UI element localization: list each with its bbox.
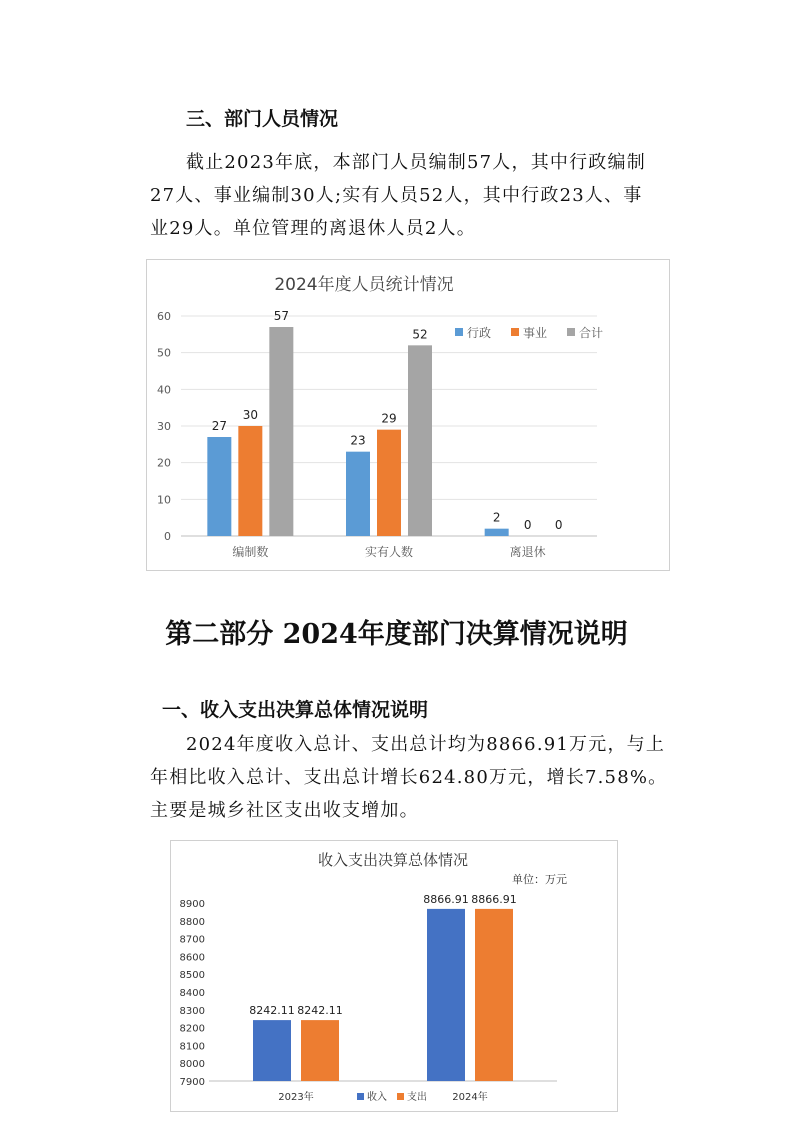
- income-paragraph-line-1: 2024年度收入总计、支出总计均为8866.91万元，与上: [186, 734, 666, 755]
- data-label: 27: [211, 419, 227, 433]
- x-tick-label: 离退休: [509, 545, 546, 559]
- bar-事业: [377, 430, 401, 536]
- staff-paragraph-line-1: 截止2023年底，本部门人员编制57人，其中行政编制: [186, 152, 646, 173]
- bar-支出: [475, 909, 513, 1081]
- bar-行政: [485, 529, 509, 536]
- income-expense-paragraph: [150, 728, 680, 827]
- staff-paragraph: [150, 146, 680, 245]
- bar-合计: [408, 345, 432, 536]
- staff-paragraph-line-2: 27人、事业编制30人;实有人员52人，其中行政23人、事: [150, 185, 643, 206]
- y-tick-label: 40: [157, 383, 171, 397]
- data-label: 30: [242, 408, 258, 422]
- data-label: 29: [381, 411, 397, 426]
- y-tick-label: 8300: [179, 1005, 205, 1017]
- legend-label: 支出: [407, 1092, 427, 1103]
- y-tick-label: 8700: [179, 934, 205, 946]
- income-chart-frame: [170, 840, 618, 1112]
- legend-swatch: [455, 328, 463, 336]
- chart-unit: 单位：万元: [512, 873, 567, 886]
- chart-title: 2024年度人员统计情况: [274, 275, 454, 295]
- data-label: 0: [554, 518, 563, 532]
- y-tick-label: 8800: [179, 916, 205, 928]
- income-paragraph-line-3: 主要是城乡社区支出收支增加。: [150, 800, 419, 821]
- legend-swatch: [511, 328, 519, 336]
- y-tick-label: 8900: [179, 899, 205, 910]
- data-label: 8866.91: [471, 892, 517, 906]
- data-label: 8242.11: [249, 1004, 295, 1018]
- legend-label: 合计: [579, 326, 604, 340]
- y-tick-label: 8100: [179, 1041, 205, 1053]
- bar-行政: [207, 437, 231, 536]
- bar-收入: [427, 909, 465, 1081]
- y-tick-label: 20: [157, 456, 171, 470]
- section-heading-staff: 三、部门人员情况: [186, 108, 339, 130]
- x-tick-label: 编制数: [232, 545, 269, 559]
- data-label: 8242.11: [297, 1004, 343, 1018]
- y-tick-label: 50: [157, 346, 171, 360]
- bar-事业: [238, 426, 262, 536]
- data-label: 2: [492, 510, 501, 525]
- y-tick-label: 10: [157, 493, 171, 507]
- y-tick-label: 0: [164, 530, 171, 543]
- data-label: 23: [350, 433, 366, 448]
- staff-chart-frame: [146, 259, 670, 571]
- legend-swatch: [397, 1093, 404, 1100]
- data-label: 57: [273, 309, 289, 323]
- bar-收入: [253, 1020, 291, 1081]
- x-tick-label: 2023年: [278, 1092, 314, 1103]
- data-label: 8866.91: [423, 892, 469, 906]
- legend-swatch: [567, 328, 575, 336]
- y-tick-label: 8500: [179, 970, 205, 982]
- staff-bar-chart: [147, 260, 669, 570]
- y-tick-label: 7900: [179, 1077, 205, 1088]
- chart-title: 收入支出决算总体情况: [317, 851, 469, 869]
- legend-swatch: [357, 1093, 364, 1100]
- y-tick-label: 30: [157, 420, 171, 433]
- bar-行政: [346, 452, 370, 536]
- bar-合计: [269, 327, 293, 536]
- income-paragraph-line-2: 年相比收入总计、支出总计增长624.80万元，增长7.58%。: [150, 767, 668, 788]
- y-tick-label: 8000: [179, 1059, 205, 1071]
- x-tick-label: 2024年: [452, 1092, 488, 1103]
- y-tick-label: 8600: [179, 952, 205, 964]
- bar-支出: [301, 1020, 339, 1081]
- income-expense-bar-chart: [171, 841, 617, 1111]
- section-heading-income-expense: 一、收入支出决算总体情况说明: [162, 699, 429, 721]
- legend-label: 收入: [367, 1092, 387, 1103]
- y-tick-label: 8200: [179, 1023, 205, 1035]
- data-label: 0: [523, 518, 532, 532]
- x-tick-label: 实有人数: [364, 545, 414, 559]
- y-tick-label: 8400: [179, 988, 205, 999]
- part-two-heading: 第二部分 2024年度部门决算情况说明: [165, 619, 628, 650]
- staff-paragraph-line-3: 业29人。单位管理的离退休人员2人。: [150, 218, 476, 239]
- legend-label: 行政: [467, 326, 492, 340]
- y-tick-label: 60: [157, 310, 171, 323]
- data-label: 52: [412, 327, 428, 342]
- legend-label: 事业: [523, 326, 548, 340]
